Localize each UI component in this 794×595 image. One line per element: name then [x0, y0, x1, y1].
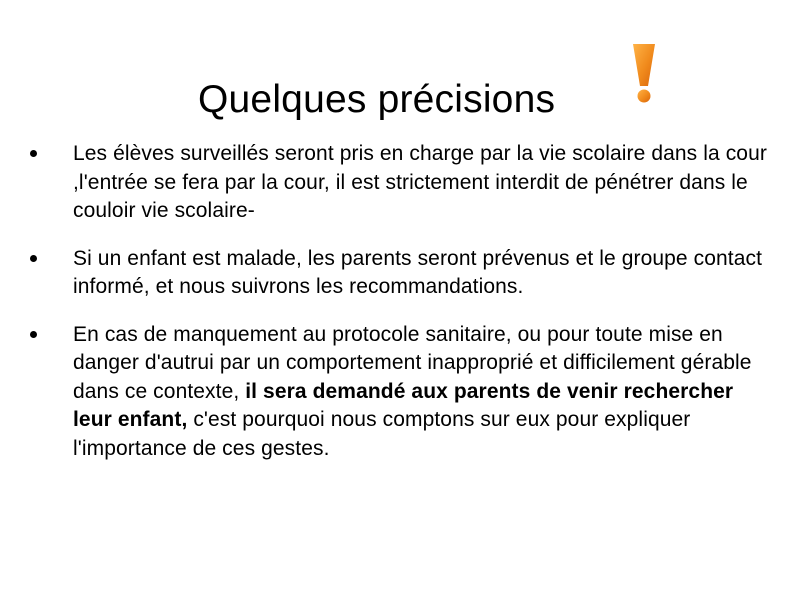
bullet-text-before: En cas de manquement au protocole sanitaire, ou pour toute mise en danger d'autrui par un comportement inapproprié et difficilement gérable dans ce contexte,: [73, 322, 752, 403]
bullet-text-bold: il sera demandé aux parents de venir rechercher leur enfant,: [73, 379, 734, 431]
bullet-dot-icon: [30, 331, 37, 338]
bullet-list: [30, 140, 770, 463]
exclamation-icon: [628, 40, 658, 106]
bullet-text-after: c'est pourquoi nous comptons sur eux pour expliquer l'importance de ces gestes.: [73, 408, 691, 460]
bullet-dot-icon: [30, 150, 37, 157]
bullet-item: [30, 140, 770, 226]
bullet-text: Les élèves surveillés seront pris en charge par la vie scolaire dans la cour ,l'entrée se fera par la cour, il est strictement interdit de pénétrer dans le couloir vie scolaire-: [73, 142, 767, 222]
bullet-text: Si un enfant est malade, les parents seront prévenus et le groupe contact informé, et nous suivrons les recommandations.: [73, 246, 763, 298]
bullet-item: [30, 321, 770, 464]
bullet-item: [30, 245, 770, 302]
slide-title: Quelques précisions: [198, 78, 556, 122]
bullet-dot-icon: [30, 255, 37, 262]
